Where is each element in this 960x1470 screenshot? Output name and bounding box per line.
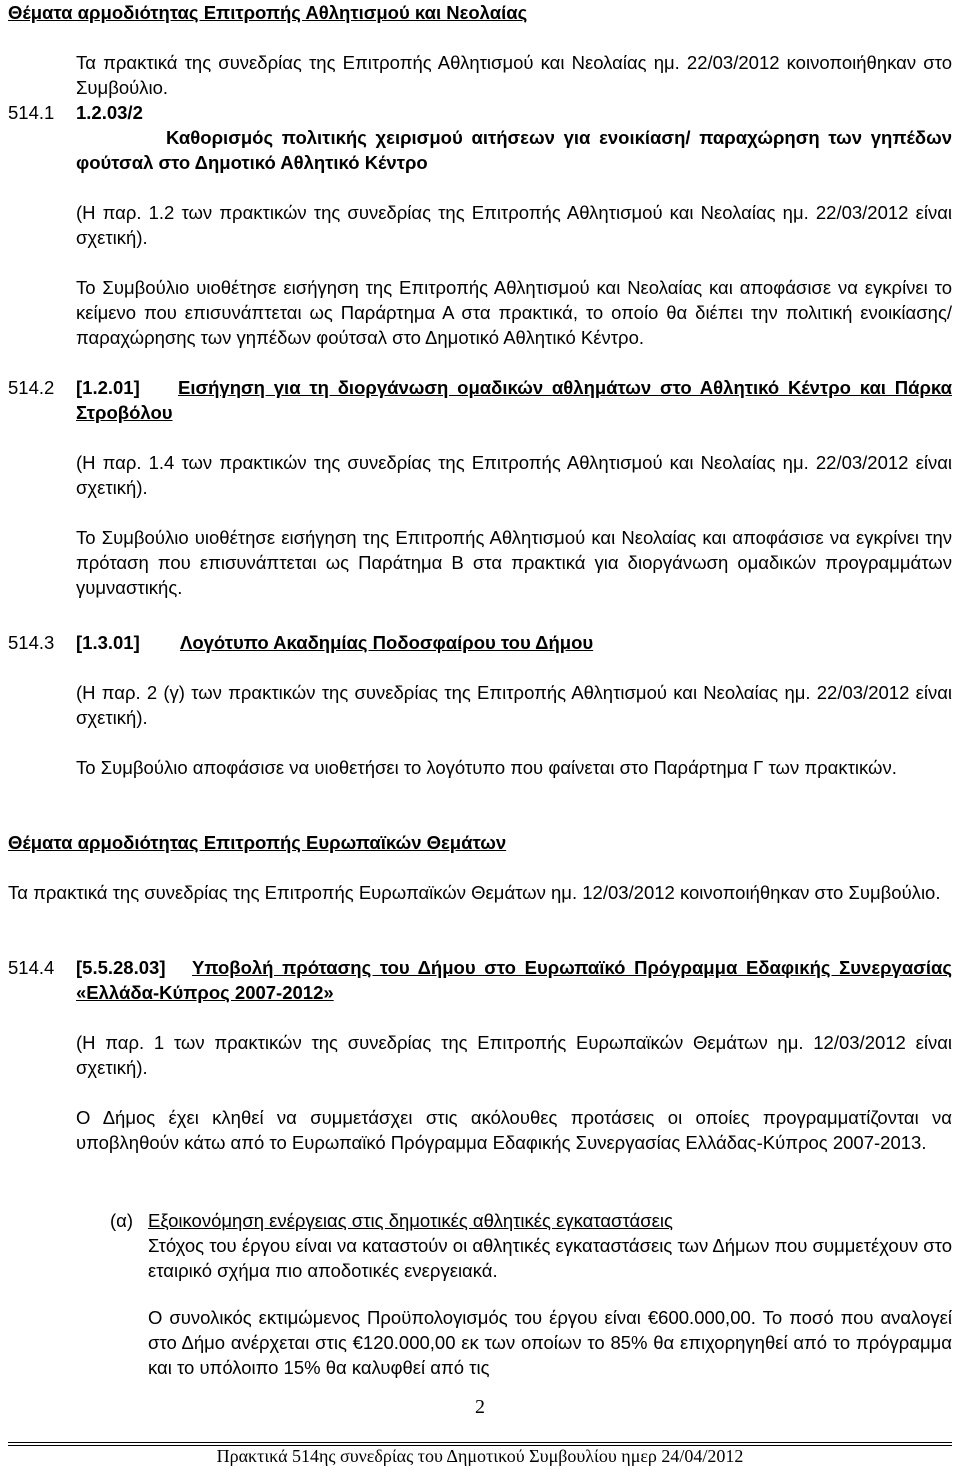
sub-item-label: (α) xyxy=(110,1210,134,1231)
item-reference: (Η παρ. 2 (γ) των πρακτικών της συνεδρίας της Επιτροπής Αθλητισμού και Νεολαίας ημ. 22/03/2012 είναι σχετική). xyxy=(76,682,952,728)
section-heading-european: Θέματα αρμοδιότητας Επιτροπής Ευρωπαϊκών Θεμάτων xyxy=(8,832,507,853)
item-reference: (Η παρ. 1.2 των πρακτικών της συνεδρίας της Επιτροπής Αθλητισμού και Νεολαίας ημ. 22/03/2012 είναι σχετική). xyxy=(76,202,952,248)
footer-text: Πρακτικά 514ης συνεδρίας του Δημοτικού Συμβουλίου ημερ 24/04/2012 xyxy=(216,1446,744,1466)
item-number: 514.4 xyxy=(8,957,55,978)
item-number: 514.2 xyxy=(8,377,55,398)
item-code: [1.3.01] xyxy=(76,632,140,653)
sub-item-title: Εξοικονόμηση ενέργειας στις δημοτικές αθλητικές εγκαταστάσεις xyxy=(148,1210,673,1231)
item-number: 514.1 xyxy=(8,102,55,123)
item-title: Εισήγηση για τη διοργάνωση ομαδικών αθλημάτων στο Αθλητικό Κέντρο και Πάρκα Στροβόλου xyxy=(76,377,952,423)
page-number: 2 xyxy=(475,1396,485,1418)
intro-paragraph-sports: Τα πρακτικά της συνεδρίας της Επιτροπής Αθλητισμού και Νεολαίας ημ. 22/03/2012 κοινοποιήθηκαν στο Συμβούλιο. xyxy=(76,52,952,98)
item-title: Υποβολή πρότασης του Δήμου στο Ευρωπαϊκό Πρόγραμμα Εδαφικής Συνεργασίας «Ελλάδα-Κύπρος 2007-2012» xyxy=(76,957,952,1003)
item-text: Ο Δήμος έχει κληθεί να συμμετάσχει στις ακόλουθες προτάσεις οι οποίες προγραμματίζονται να υποβληθούν κάτω από το Ευρωπαϊκό Πρόγραμμα Εδαφικής Συνεργασίας Ελλάδας-Κύπρος 2007-2013. xyxy=(76,1107,952,1153)
intro-paragraph-european: Τα πρακτικά της συνεδρίας της Επιτροπής Ευρωπαϊκών Θεμάτων ημ. 12/03/2012 κοινοποιήθηκαν στο Συμβούλιο. xyxy=(8,882,941,903)
section-heading-sports: Θέματα αρμοδιότητας Επιτροπής Αθλητισμού και Νεολαίας xyxy=(8,2,528,23)
item-title: Λογότυπο Ακαδημίας Ποδοσφαίρου του Δήμου xyxy=(180,632,594,653)
item-decision: Το Συμβούλιο αποφάσισε να υιοθετήσει το λογότυπο που φαίνεται στο Παράρτημα Γ των πρακτικών. xyxy=(76,757,897,778)
sub-item-budget: Ο συνολικός εκτιμώμενος Προϋπολογισμός του έργου είναι €600.000,00. Το ποσό που αναλογεί στο Δήμο ανέρχεται στις €120.000,00 εκ των οποίων το 85% θα επιχορηγηθεί από το πρόγραμμα και το υπόλοιπο 15% θα καλυφθεί από τις xyxy=(148,1307,952,1378)
item-title: Καθορισμός πολιτικής χειρισμού αιτήσεων για ενοικίαση/ παραχώρηση των γηπέδων φούτσαλ στο Δημοτικό Αθλητικό Κέντρο xyxy=(76,127,952,173)
item-code: [1.2.01] xyxy=(76,377,140,398)
item-code: [5.5.28.03] xyxy=(76,957,166,978)
item-reference: (Η παρ. 1.4 των πρακτικών της συνεδρίας της Επιτροπής Αθλητισμού και Νεολαίας ημ. 22/03/2012 είναι σχετική). xyxy=(76,452,952,498)
item-decision: Το Συμβούλιο υιοθέτησε εισήγηση της Επιτροπής Αθλητισμού και Νεολαίας και αποφάσισε να εγκρίνει την πρόταση που επισυνάπτεται ως Παράτημα Β στα πρακτικά για διοργάνωση ομαδικών προγραμμάτων γυμναστικής. xyxy=(76,527,952,598)
footer-rule xyxy=(8,1442,952,1443)
item-number: 514.3 xyxy=(8,632,55,653)
item-decision: Το Συμβούλιο υιοθέτησε εισήγηση της Επιτροπής Αθλητισμού και Νεολαίας και αποφάσισε να εγκρίνει το κείμενο που επισυνάπτεται ως Παράρτημα Α στα πρακτικά, το οποίο θα διέπει την πολιτική ενοικίασης/παραχώρησης των γηπέδων φούτσαλ στο Δημοτικό Αθλητικό Κέντρο. xyxy=(76,277,952,348)
item-code: 1.2.03/2 xyxy=(76,102,143,123)
item-reference: (Η παρ. 1 των πρακτικών της συνεδρίας της Επιτροπής Ευρωπαϊκών Θεμάτων ημ. 12/03/2012 είναι σχετική). xyxy=(76,1032,952,1078)
sub-item-goal: Στόχος του έργου είναι να καταστούν οι αθλητικές εγκαταστάσεις των Δήμων που συμμετέχουν στο εταιρικό σχήμα πιο αποδοτικές ενεργειακά. xyxy=(148,1235,952,1281)
